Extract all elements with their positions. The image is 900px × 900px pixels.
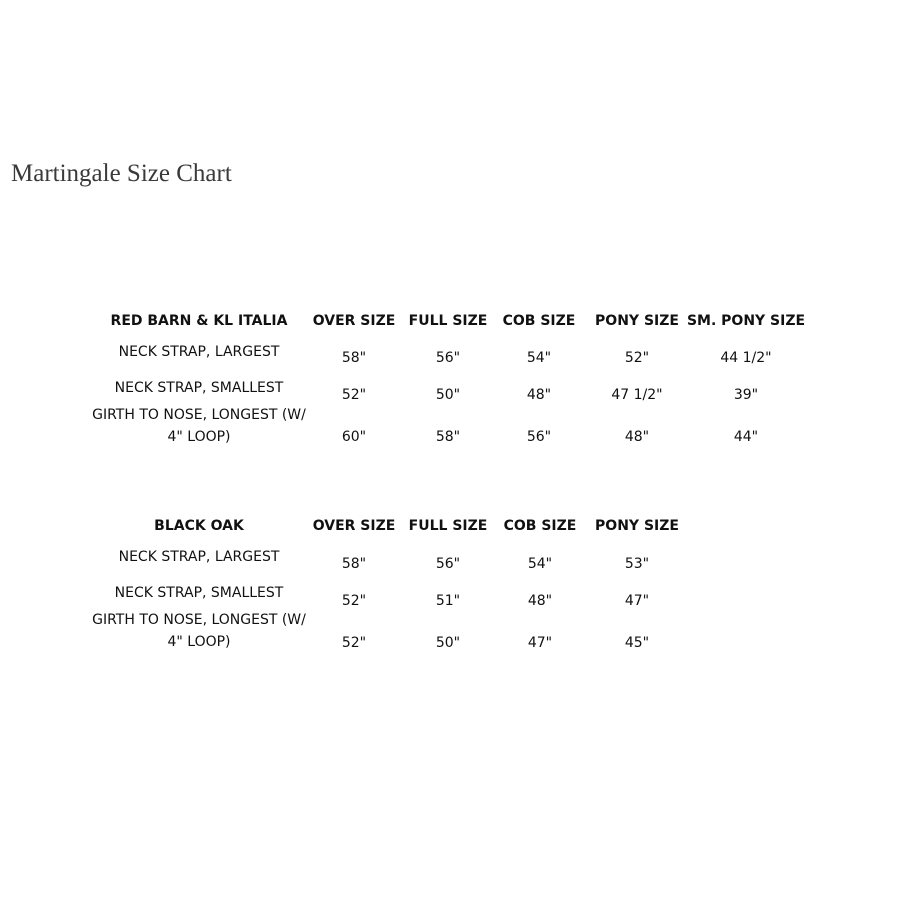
table-cell: 56" bbox=[526, 429, 552, 445]
table-cell: 52" bbox=[341, 635, 367, 651]
table-cell: 54" bbox=[526, 350, 552, 366]
table-cell: 56" bbox=[435, 350, 461, 366]
row-label: NECK STRAP, SMALLEST bbox=[114, 380, 284, 396]
column-header: COB SIZE bbox=[502, 313, 576, 329]
table-cell: 52" bbox=[341, 387, 367, 403]
table-cell: 48" bbox=[624, 429, 650, 445]
table-cell: 58" bbox=[341, 556, 367, 572]
table-cell: 54" bbox=[527, 556, 553, 572]
column-header: OVER SIZE bbox=[312, 518, 396, 534]
table-cell: 58" bbox=[341, 350, 367, 366]
table-cell: 47 1/2" bbox=[611, 387, 663, 403]
column-header: OVER SIZE bbox=[312, 313, 396, 329]
row-label: GIRTH TO NOSE, LONGEST (W/ 4" LOOP) bbox=[92, 407, 306, 445]
column-header: FULL SIZE bbox=[408, 313, 488, 329]
row-label: GIRTH TO NOSE, LONGEST (W/ 4" LOOP) bbox=[92, 612, 306, 650]
table-cell: 47" bbox=[624, 593, 650, 609]
table-cell: 51" bbox=[435, 593, 461, 609]
column-header: SM. PONY SIZE bbox=[686, 313, 806, 329]
table-brand-header: BLACK OAK bbox=[154, 518, 244, 534]
table-cell: 48" bbox=[526, 387, 552, 403]
table-cell: 45" bbox=[624, 635, 650, 651]
row-label: NECK STRAP, LARGEST bbox=[118, 549, 280, 565]
column-header: FULL SIZE bbox=[408, 518, 488, 534]
table-cell: 58" bbox=[435, 429, 461, 445]
column-header: COB SIZE bbox=[503, 518, 577, 534]
column-header: PONY SIZE bbox=[595, 518, 679, 534]
table-brand-header: RED BARN & KL ITALIA bbox=[110, 313, 288, 329]
table-cell: 60" bbox=[341, 429, 367, 445]
table-cell: 48" bbox=[527, 593, 553, 609]
table-cell: 50" bbox=[435, 635, 461, 651]
table-cell: 44 1/2" bbox=[720, 350, 772, 366]
page-title: Martingale Size Chart bbox=[11, 160, 232, 187]
row-label: NECK STRAP, SMALLEST bbox=[114, 585, 284, 601]
table-cell: 39" bbox=[733, 387, 759, 403]
table-cell: 50" bbox=[435, 387, 461, 403]
column-header: PONY SIZE bbox=[595, 313, 679, 329]
table-cell: 47" bbox=[527, 635, 553, 651]
table-cell: 56" bbox=[435, 556, 461, 572]
table-cell: 52" bbox=[341, 593, 367, 609]
table-cell: 52" bbox=[624, 350, 650, 366]
row-label: NECK STRAP, LARGEST bbox=[118, 344, 280, 360]
table-cell: 53" bbox=[624, 556, 650, 572]
table-cell: 44" bbox=[733, 429, 759, 445]
